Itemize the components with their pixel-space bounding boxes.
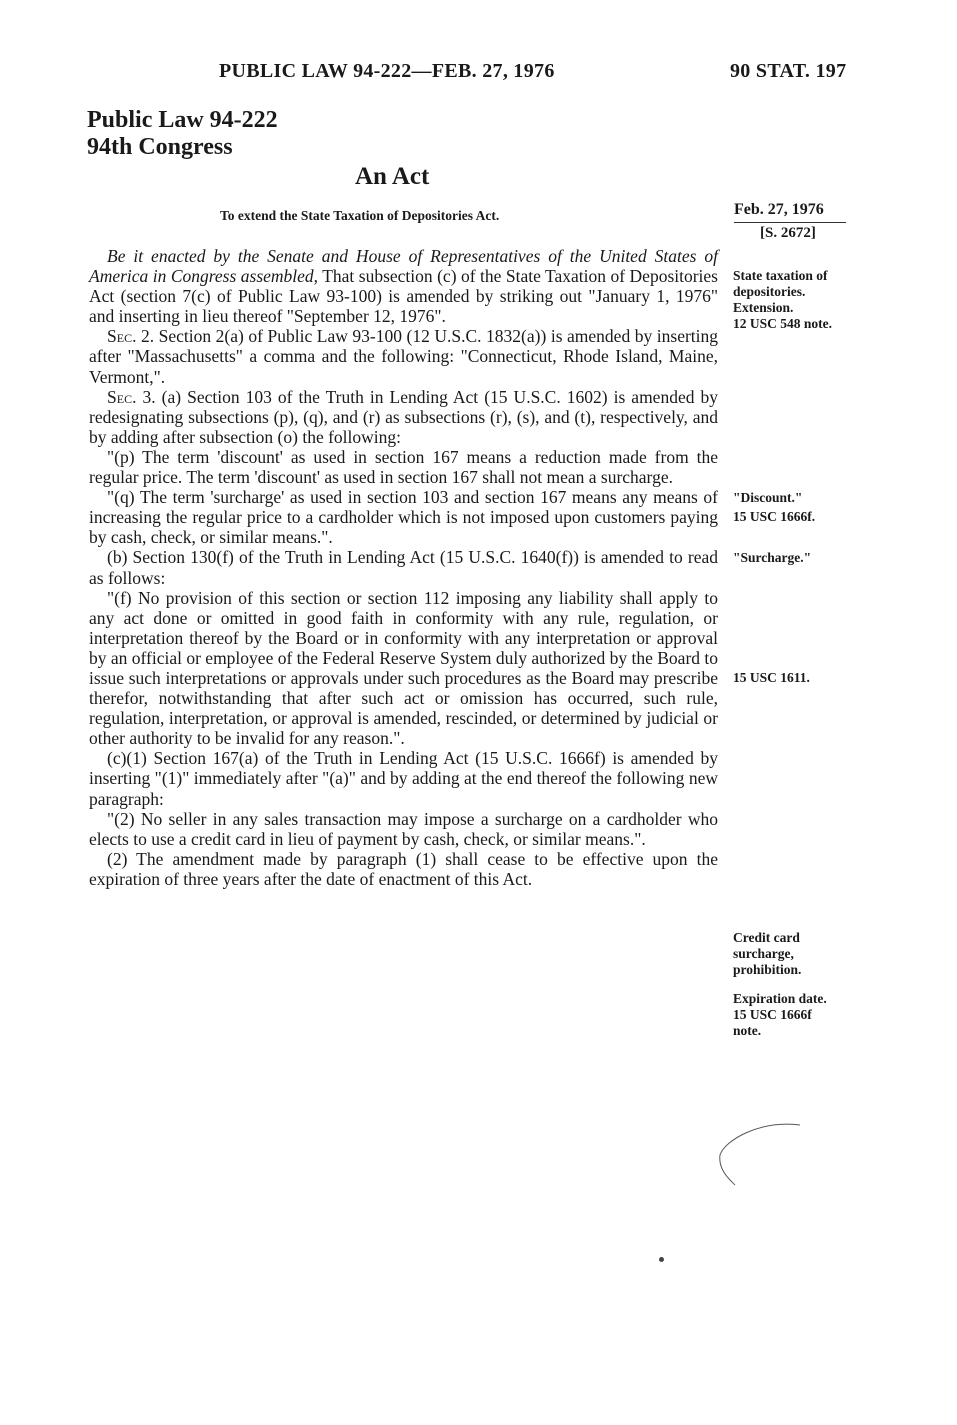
bill-number: [S. 2672] — [760, 225, 816, 241]
section-3-label: Sec. 3. — [107, 386, 156, 407]
margin-note-line: State taxation of — [733, 268, 828, 283]
paragraph-2-quote: "(2) No seller in any sales transaction may impose a surcharge on a cardholder who elects to use a credit card in lieu of payment by cash, check, or similar means.". — [89, 808, 718, 849]
congress-label: 94th Congress — [87, 134, 233, 160]
section-3c1: (c)(1) Section 167(a) of the Truth in Lending Act (15 U.S.C. 1666f) is amended by inserting "(1)" immediately after "(a)" and by adding at the end thereof the following new paragraph: — [89, 748, 718, 809]
enacting-paragraph — [89, 246, 718, 326]
enacting-clause: Be it enacted by the Senate and House of Representatives of the United States of America in Congress assembled, — [89, 246, 718, 287]
margin-note-line: 15 USC 1666f — [733, 1007, 812, 1022]
margin-note-15usc1611 — [733, 670, 858, 686]
section-2-text: Section 2(a) of Public Law 93-100 (12 U.S.C. 1832(a)) is amended by inserting after "Massachusetts" a comma and the following: "Connecticut, Rhode Island, Maine, Vermont,". — [89, 326, 719, 387]
subsection-q: "(q) The term 'surcharge' as used in section 103 and section 167 means any means of increasing the regular price to a cardholder which is not imposed upon customers paying by cash, check, or similar means.". — [89, 487, 718, 548]
section-3b: (b) Section 130(f) of the Truth in Lending Act (15 U.S.C. 1640(f)) is amended to read as follows: — [89, 547, 718, 588]
margin-note-line: Extension. — [733, 300, 794, 315]
margin-note-credit-card — [733, 930, 858, 978]
statute-body — [89, 246, 718, 889]
bleed-through-bracket — [700, 1115, 820, 1195]
law-number: Public Law 94-222 — [87, 107, 278, 133]
margin-note-state-taxation — [733, 268, 858, 332]
margin-note-line: 15 USC 1666f. — [733, 509, 816, 524]
enactment-date: Feb. 27, 1976 — [734, 201, 824, 218]
margin-note-line: "Discount." — [733, 490, 803, 505]
section-1-text: That subsection (c) of the State Taxation of Depositories Act (section 7(c) of Public Law 93-100) is amended by striking out "January 1, 1976" and inserting in lieu thereof "September 12, 1976". — [89, 266, 718, 327]
page-number: 90 STAT. 197 — [730, 60, 847, 82]
margin-note-line: depositories. — [733, 284, 806, 299]
subsection-f: "(f) No provision of this section or section 112 imposing any liability shall apply to any act done or omitted in good faith in conformity with any rule, regulation, or interpretation thereof by the Board or in conformity with any interpretation or approval by an official or employee of the Federal Reserve System duly authorized by the Board to issue such interpretations or approvals under such procedures as the Board may prescribe therefor, notwithstanding that after such act or omission has occurred, such rule, regulation, interpretation, or approval is amended, rescinded, or determined by judicial or other authority to be invalid for any reason.". — [89, 587, 719, 749]
margin-note-line: Credit card — [733, 930, 800, 945]
section-3c2: (2) The amendment made by paragraph (1) shall cease to be effective upon the expiration of three years after the date of enactment of this Act. — [89, 848, 718, 889]
margin-note-expiration — [733, 991, 858, 1039]
margin-note-line: Expiration date. — [733, 991, 827, 1006]
margin-note-line: surcharge, — [733, 946, 794, 961]
margin-note-line: "Surcharge." — [733, 550, 812, 565]
section-2-label: Sec. 2. — [107, 326, 155, 347]
section-3a — [89, 387, 718, 447]
margin-note-discount — [733, 490, 858, 525]
running-head-left: PUBLIC LAW 94-222—FEB. 27, 1976 — [219, 60, 555, 82]
margin-note-line: 15 USC 1611. — [733, 670, 810, 685]
margin-note-line: prohibition. — [733, 962, 802, 977]
margin-note-line: 12 USC 548 note. — [733, 316, 833, 331]
subsection-p: "(p) The term 'discount' as used in section 167 means a reduction made from the regular price. The term 'discount' as used in section 167 shall not mean a surcharge. — [89, 446, 718, 488]
date-block — [734, 201, 846, 242]
speck — [659, 1257, 664, 1262]
margin-note-surcharge — [733, 550, 858, 566]
section-2 — [89, 326, 718, 386]
act-heading: An Act — [355, 163, 430, 190]
section-3a-text: (a) Section 103 of the Truth in Lending Act (15 U.S.C. 1602) is amended by redesignating subsections (p), (q), and (r) as subsections (r), (s), and (t), respectively, and by adding after subsection (o) the following: — [89, 386, 718, 447]
date-rule — [734, 222, 846, 223]
act-purpose: To extend the State Taxation of Depositories Act. — [220, 208, 500, 223]
margin-note-line: note. — [733, 1023, 762, 1038]
